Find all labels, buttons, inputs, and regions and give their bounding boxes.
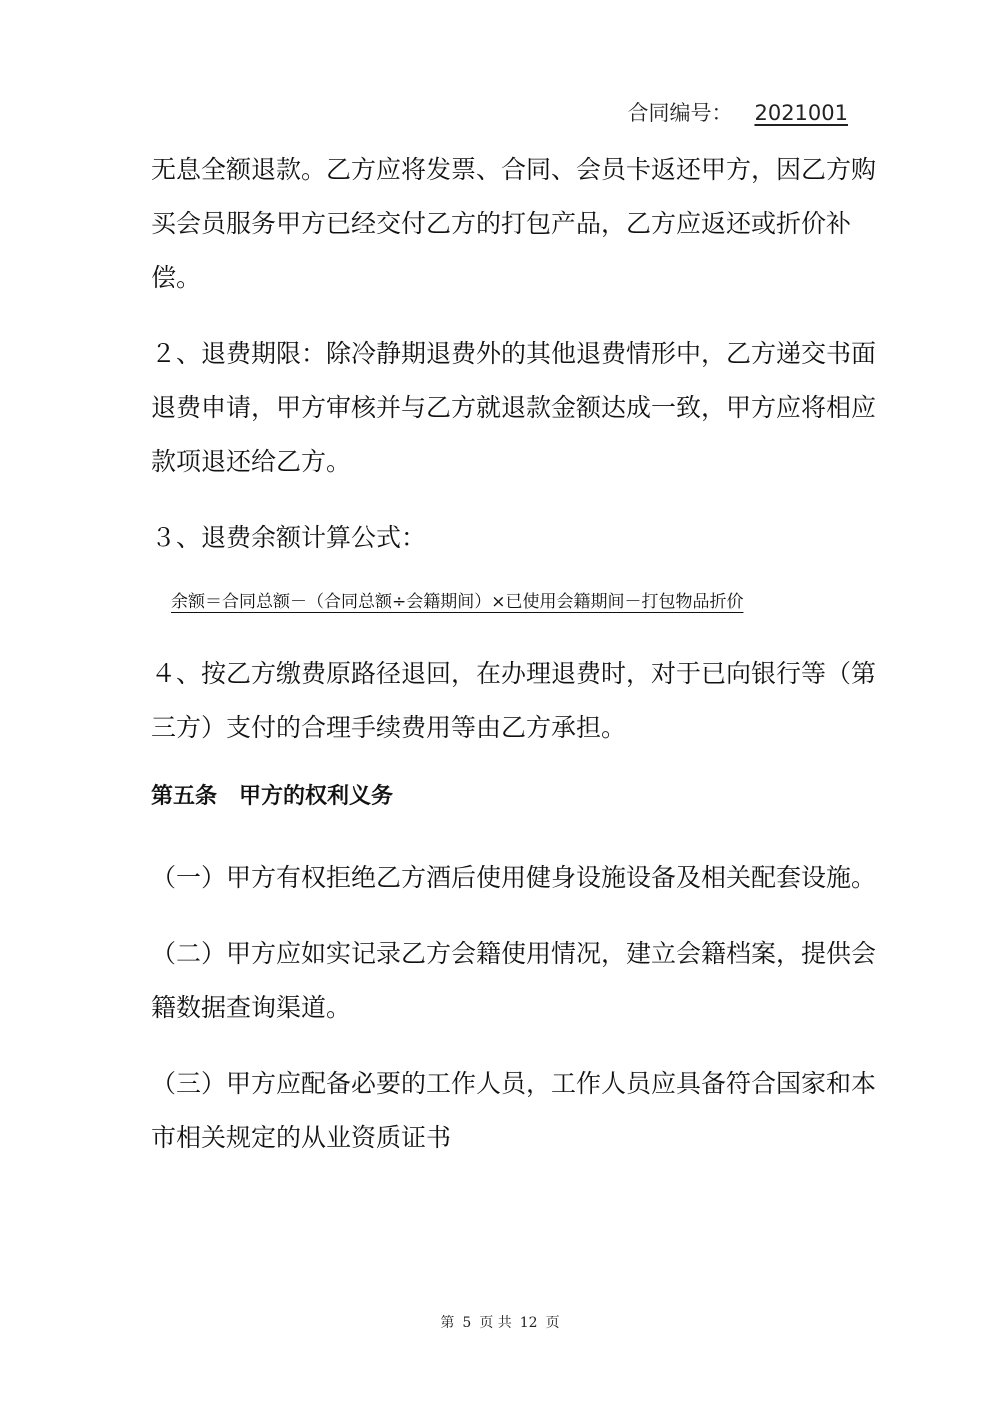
list-item [151, 927, 877, 1035]
text-line: （二）甲方应如实记录乙方会籍使用情况，建立会籍档案，提供会 [151, 939, 877, 968]
page-footer [0, 1312, 1000, 1332]
page-number: 5 [462, 1315, 472, 1331]
text-line: 买会员服务甲方已经交付乙方的打包产品，乙方应返还或折价补 [151, 209, 852, 238]
formula-text: 余额＝合同总额－（合同总额÷会籍期间）×已使用会籍期间－打包物品折价 [171, 592, 744, 612]
page-total: 12 [519, 1315, 538, 1331]
document-body [151, 143, 877, 1187]
refund-formula [151, 587, 851, 617]
text-line: （三）甲方应配备必要的工作人员，工作人员应具备符合国家和本 [151, 1069, 877, 1098]
contract-number [627, 97, 848, 127]
text-line: 退费申请，甲方审核并与乙方就退款金额达成一致，甲方应将相应 [151, 393, 877, 422]
paragraph-refund-deadline [151, 327, 877, 489]
paragraph-refund-method [151, 647, 877, 755]
section-number: 第五条 [151, 784, 218, 809]
page-suffix: 页 [545, 1315, 560, 1331]
text-line: 无息全额退款。乙方应将发票、合同、会员卡返还甲方，因乙方购 [151, 155, 877, 184]
page-prefix: 第 [440, 1315, 455, 1331]
contract-number-label: 合同编号： [627, 101, 733, 125]
page-mid: 页 共 [479, 1315, 512, 1331]
text-line: 籍数据查询渠道。 [151, 993, 352, 1022]
text-line: ２、退费期限：除冷静期退费外的其他退费情形中，乙方递交书面 [151, 339, 877, 368]
list-item [151, 851, 877, 905]
text-line: 三方）支付的合理手续费用等由乙方承担。 [151, 713, 627, 742]
paragraph-refund-continued [151, 143, 877, 305]
text-line: 市相关规定的从业资质证书 [151, 1123, 452, 1152]
contract-number-value: 2021001 [754, 101, 848, 125]
section-heading [151, 777, 851, 817]
text-line: ３、退费余额计算公式： [151, 523, 427, 552]
list-item [151, 1057, 877, 1165]
paragraph-refund-formula-intro [151, 511, 851, 565]
text-line: （一）甲方有权拒绝乙方酒后使用健身设施设备及相关配套设施。 [151, 863, 877, 892]
text-line: 偿。 [151, 263, 202, 292]
text-line: 款项退还给乙方。 [151, 447, 352, 476]
section-title: 甲方的权利义务 [239, 784, 394, 809]
text-line: ４、按乙方缴费原路径退回，在办理退费时，对于已向银行等（第 [151, 659, 877, 688]
